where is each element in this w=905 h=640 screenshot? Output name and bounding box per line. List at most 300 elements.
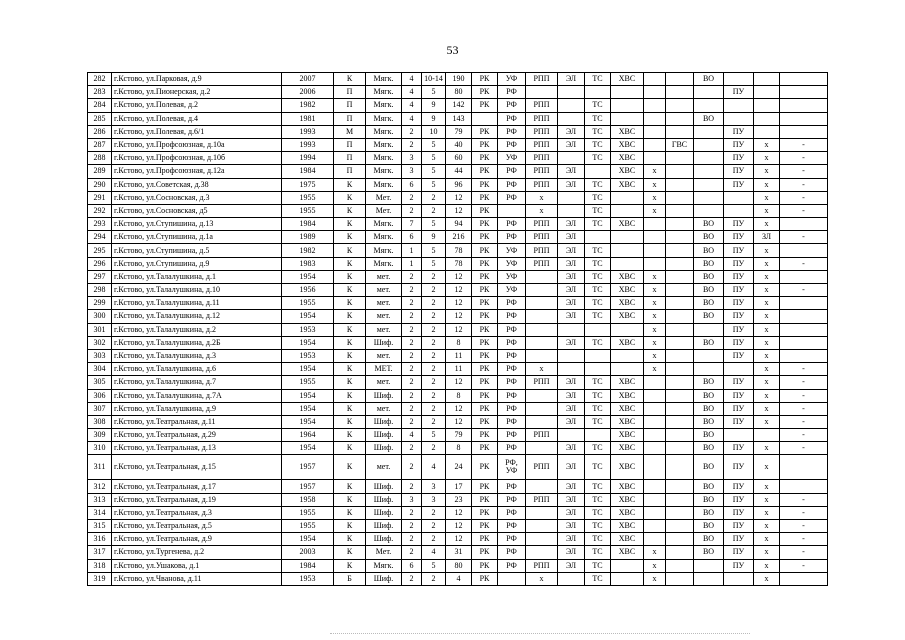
cell-f: 2 — [402, 520, 422, 533]
cell-x1: х — [644, 204, 666, 217]
cell-x2: х — [754, 270, 780, 283]
cell-num: 290 — [88, 178, 112, 191]
cell-address: г.Кстово, ул.Полевая, д.6/1 — [112, 125, 282, 138]
cell-f: 3 — [402, 493, 422, 506]
cell-d — [780, 99, 828, 112]
cell-roof: Мягк. — [366, 231, 402, 244]
table-row — [88, 99, 828, 112]
cell-hvs: ХВС — [611, 138, 644, 151]
cell-gvs — [666, 493, 694, 506]
cell-roof: Шиф. — [366, 506, 402, 519]
cell-roof: мет. — [366, 402, 402, 415]
table-row — [88, 336, 828, 349]
cell-pu — [724, 572, 754, 585]
cell-hvs: ХВС — [611, 270, 644, 283]
cell-pu: ПУ — [724, 244, 754, 257]
cell-k: К — [334, 284, 366, 297]
cell-gvs — [666, 178, 694, 191]
cell-gvs — [666, 204, 694, 217]
cell-k: К — [334, 520, 366, 533]
cell-heat: РФ — [498, 323, 526, 336]
cell-address: г.Кстово, ул.Ступишина, д.13 — [112, 218, 282, 231]
cell-f: 2 — [402, 480, 422, 493]
cell-f: 2 — [402, 297, 422, 310]
cell-x2: х — [754, 310, 780, 323]
cell-f: 2 — [402, 191, 422, 204]
cell-rk: РК — [472, 455, 498, 480]
cell-tc: ТС — [585, 125, 611, 138]
cell-f: 2 — [402, 336, 422, 349]
table-row — [88, 152, 828, 165]
table-row — [88, 191, 828, 204]
cell-num: 310 — [88, 442, 112, 455]
cell-f: 4 — [402, 112, 422, 125]
cell-x1 — [644, 506, 666, 519]
cell-year: 1956 — [282, 284, 334, 297]
cell-hvs — [611, 86, 644, 99]
cell-x2: х — [754, 204, 780, 217]
cell-d: - — [780, 520, 828, 533]
cell-s: 5 — [422, 559, 446, 572]
cell-hvs: ХВС — [611, 546, 644, 559]
cell-el: ЭЛ — [558, 336, 585, 349]
cell-x1: х — [644, 297, 666, 310]
cell-x2: х — [754, 376, 780, 389]
cell-year: 1982 — [282, 99, 334, 112]
cell-tc — [585, 86, 611, 99]
cell-f: 4 — [402, 99, 422, 112]
table-row — [88, 178, 828, 191]
cell-el: ЭЛ — [558, 218, 585, 231]
cell-s: 5 — [422, 178, 446, 191]
cell-s: 5 — [422, 165, 446, 178]
cell-x1 — [644, 244, 666, 257]
table-row — [88, 429, 828, 442]
cell-tc: ТС — [585, 506, 611, 519]
cell-s: 2 — [422, 191, 446, 204]
cell-area: 12 — [446, 284, 472, 297]
cell-s: 2 — [422, 204, 446, 217]
cell-area: 8 — [446, 442, 472, 455]
table-row — [88, 376, 828, 389]
cell-rk: РК — [472, 520, 498, 533]
cell-f: 2 — [402, 546, 422, 559]
cell-d: - — [780, 533, 828, 546]
cell-s: 5 — [422, 138, 446, 151]
cell-gas: РПП — [526, 178, 558, 191]
cell-k: П — [334, 165, 366, 178]
cell-num: 300 — [88, 310, 112, 323]
cell-f: 2 — [402, 506, 422, 519]
cell-address: г.Кстово, ул.Сосновская, д.3 — [112, 191, 282, 204]
cell-pu — [724, 191, 754, 204]
cell-x1 — [644, 415, 666, 428]
cell-d — [780, 480, 828, 493]
cell-area: 216 — [446, 231, 472, 244]
cell-vo: ВО — [694, 257, 724, 270]
cell-d — [780, 455, 828, 480]
cell-gas — [526, 402, 558, 415]
cell-num: 294 — [88, 231, 112, 244]
cell-year: 1984 — [282, 165, 334, 178]
cell-tc — [585, 165, 611, 178]
cell-rk: РК — [472, 165, 498, 178]
cell-vo: ВО — [694, 455, 724, 480]
cell-rk: РК — [472, 297, 498, 310]
cell-hvs: ХВС — [611, 442, 644, 455]
cell-el: ЭЛ — [558, 270, 585, 283]
table-row — [88, 284, 828, 297]
cell-hvs: ХВС — [611, 389, 644, 402]
cell-f: 2 — [402, 389, 422, 402]
cell-f: 2 — [402, 442, 422, 455]
cell-d — [780, 86, 828, 99]
cell-el: ЭЛ — [558, 546, 585, 559]
cell-rk: РК — [472, 310, 498, 323]
cell-f: 2 — [402, 270, 422, 283]
cell-num: 296 — [88, 257, 112, 270]
cell-num: 291 — [88, 191, 112, 204]
cell-f: 2 — [402, 455, 422, 480]
cell-roof: Мет. — [366, 546, 402, 559]
cell-area: 143 — [446, 112, 472, 125]
cell-gas: РПП — [526, 218, 558, 231]
cell-roof: Мягк. — [366, 559, 402, 572]
cell-rk: РК — [472, 152, 498, 165]
cell-heat: УФ — [498, 257, 526, 270]
cell-heat: РФ — [498, 336, 526, 349]
cell-s: 2 — [422, 389, 446, 402]
cell-tc: ТС — [585, 455, 611, 480]
cell-el — [558, 99, 585, 112]
cell-d — [780, 218, 828, 231]
cell-area: 11 — [446, 349, 472, 362]
cell-year: 1958 — [282, 493, 334, 506]
cell-pu — [724, 112, 754, 125]
cell-x1 — [644, 376, 666, 389]
cell-gvs — [666, 506, 694, 519]
cell-x1 — [644, 73, 666, 86]
cell-vo — [694, 138, 724, 151]
cell-x2: х — [754, 284, 780, 297]
cell-d: - — [780, 178, 828, 191]
cell-k: Б — [334, 572, 366, 585]
cell-area: 12 — [446, 270, 472, 283]
cell-vo: ВО — [694, 546, 724, 559]
cell-f: 3 — [402, 165, 422, 178]
cell-gvs — [666, 415, 694, 428]
cell-x2 — [754, 99, 780, 112]
cell-num: 306 — [88, 389, 112, 402]
cell-area: 60 — [446, 152, 472, 165]
cell-gvs — [666, 389, 694, 402]
cell-hvs — [611, 572, 644, 585]
cell-k: К — [334, 231, 366, 244]
cell-x2: х — [754, 152, 780, 165]
cell-x2: х — [754, 349, 780, 362]
cell-tc: ТС — [585, 389, 611, 402]
table-row — [88, 125, 828, 138]
cell-heat: УФ — [498, 284, 526, 297]
cell-gvs — [666, 257, 694, 270]
cell-area: 12 — [446, 323, 472, 336]
cell-d — [780, 310, 828, 323]
cell-roof: Шиф. — [366, 429, 402, 442]
cell-heat: РФ — [498, 138, 526, 151]
cell-heat: УФ — [498, 270, 526, 283]
cell-d: - — [780, 165, 828, 178]
cell-vo — [694, 363, 724, 376]
cell-hvs: ХВС — [611, 73, 644, 86]
cell-tc: ТС — [585, 284, 611, 297]
cell-k: К — [334, 244, 366, 257]
cell-gvs — [666, 191, 694, 204]
cell-f: 2 — [402, 572, 422, 585]
cell-d — [780, 125, 828, 138]
cell-heat: РФ — [498, 376, 526, 389]
cell-heat — [498, 572, 526, 585]
cell-year: 1954 — [282, 336, 334, 349]
cell-gas: РПП — [526, 112, 558, 125]
cell-heat: РФ — [498, 191, 526, 204]
cell-el — [558, 429, 585, 442]
table-row — [88, 218, 828, 231]
cell-roof: Мягк. — [366, 257, 402, 270]
cell-num: 314 — [88, 506, 112, 519]
cell-pu: ПУ — [724, 533, 754, 546]
cell-x2 — [754, 73, 780, 86]
cell-el: ЭЛ — [558, 310, 585, 323]
cell-vo — [694, 178, 724, 191]
cell-f: 2 — [402, 323, 422, 336]
table-row — [88, 442, 828, 455]
cell-roof: Мягк. — [366, 244, 402, 257]
cell-num: 303 — [88, 349, 112, 362]
cell-roof: Шиф. — [366, 520, 402, 533]
cell-rk: РК — [472, 402, 498, 415]
cell-el: ЭЛ — [558, 297, 585, 310]
cell-roof: Мягк. — [366, 218, 402, 231]
cell-vo: ВО — [694, 442, 724, 455]
cell-x2: х — [754, 323, 780, 336]
table-row — [88, 297, 828, 310]
cell-area: 12 — [446, 520, 472, 533]
cell-x2: х — [754, 546, 780, 559]
cell-gvs — [666, 429, 694, 442]
cell-heat: РФ — [498, 99, 526, 112]
cell-hvs — [611, 112, 644, 125]
cell-hvs — [611, 363, 644, 376]
cell-rk: РК — [472, 349, 498, 362]
cell-k: К — [334, 336, 366, 349]
cell-roof: Шиф. — [366, 572, 402, 585]
cell-tc: ТС — [585, 218, 611, 231]
cell-gas — [526, 323, 558, 336]
cell-tc — [585, 349, 611, 362]
cell-rk: РК — [472, 546, 498, 559]
cell-s: 3 — [422, 480, 446, 493]
cell-gas: РПП — [526, 429, 558, 442]
cell-tc: ТС — [585, 546, 611, 559]
cell-heat: РФ — [498, 389, 526, 402]
cell-x1 — [644, 455, 666, 480]
cell-address: г.Кстово, ул.Театральная, д.5 — [112, 520, 282, 533]
cell-roof: мет. — [366, 455, 402, 480]
cell-pu: ПУ — [724, 270, 754, 283]
cell-d: - — [780, 257, 828, 270]
cell-year: 1957 — [282, 480, 334, 493]
cell-address: г.Кстово, ул.Чванова, д.11 — [112, 572, 282, 585]
cell-vo: ВО — [694, 415, 724, 428]
cell-year: 1954 — [282, 442, 334, 455]
table-body — [88, 73, 828, 586]
cell-gvs — [666, 99, 694, 112]
cell-area: 79 — [446, 125, 472, 138]
cell-year: 1964 — [282, 429, 334, 442]
cell-address: г.Кстово, ул.Театральная, д.29 — [112, 429, 282, 442]
cell-rk: РК — [472, 442, 498, 455]
cell-pu: ПУ — [724, 297, 754, 310]
table-row — [88, 402, 828, 415]
cell-num: 298 — [88, 284, 112, 297]
table-row — [88, 546, 828, 559]
cell-vo: ВО — [694, 389, 724, 402]
cell-d: - — [780, 415, 828, 428]
cell-x2: х — [754, 506, 780, 519]
cell-roof: МЕТ. — [366, 363, 402, 376]
table-row — [88, 493, 828, 506]
cell-x1 — [644, 257, 666, 270]
cell-d: - — [780, 204, 828, 217]
cell-tc: ТС — [585, 310, 611, 323]
cell-roof: мет. — [366, 270, 402, 283]
page-edge-artifact — [330, 633, 750, 634]
table-row — [88, 323, 828, 336]
cell-k: К — [334, 257, 366, 270]
cell-k: К — [334, 204, 366, 217]
cell-f: 2 — [402, 310, 422, 323]
cell-heat: РФ — [498, 231, 526, 244]
cell-d: - — [780, 191, 828, 204]
cell-f: 4 — [402, 429, 422, 442]
cell-vo: ВО — [694, 493, 724, 506]
cell-k: К — [334, 546, 366, 559]
cell-f: 2 — [402, 125, 422, 138]
cell-k: К — [334, 480, 366, 493]
cell-area: 78 — [446, 244, 472, 257]
cell-gvs — [666, 480, 694, 493]
cell-gas — [526, 297, 558, 310]
cell-x2 — [754, 112, 780, 125]
cell-s: 2 — [422, 363, 446, 376]
cell-tc: ТС — [585, 336, 611, 349]
cell-x1 — [644, 86, 666, 99]
cell-address: г.Кстово, ул.Театральная, д.17 — [112, 480, 282, 493]
cell-hvs: ХВС — [611, 152, 644, 165]
cell-d: - — [780, 402, 828, 415]
cell-d: - — [780, 493, 828, 506]
cell-year: 2007 — [282, 73, 334, 86]
cell-tc: ТС — [585, 257, 611, 270]
cell-hvs: ХВС — [611, 178, 644, 191]
cell-k: К — [334, 559, 366, 572]
cell-year: 1954 — [282, 415, 334, 428]
cell-x2 — [754, 429, 780, 442]
cell-gvs — [666, 73, 694, 86]
cell-heat: РФ — [498, 297, 526, 310]
cell-year: 1953 — [282, 349, 334, 362]
cell-year: 1954 — [282, 270, 334, 283]
cell-address: г.Кстово, ул.Тургенева, д.2 — [112, 546, 282, 559]
cell-gvs — [666, 572, 694, 585]
cell-el: ЭЛ — [558, 520, 585, 533]
cell-roof: Мягк. — [366, 112, 402, 125]
cell-k: К — [334, 493, 366, 506]
cell-heat: РФ — [498, 112, 526, 125]
cell-hvs — [611, 559, 644, 572]
cell-hvs: ХВС — [611, 429, 644, 442]
cell-gvs — [666, 112, 694, 125]
table-row — [88, 415, 828, 428]
cell-address: г.Кстово, ул.Талалушкина, д.3 — [112, 349, 282, 362]
cell-el: ЭЛ — [558, 480, 585, 493]
cell-k: П — [334, 99, 366, 112]
cell-pu: ПУ — [724, 455, 754, 480]
cell-gas: РПП — [526, 73, 558, 86]
cell-x1: х — [644, 336, 666, 349]
cell-k: К — [334, 442, 366, 455]
cell-area: 24 — [446, 455, 472, 480]
cell-k: К — [334, 402, 366, 415]
cell-roof: Мягк. — [366, 73, 402, 86]
cell-heat: РФ — [498, 218, 526, 231]
cell-heat: РФ — [498, 533, 526, 546]
cell-address: г.Кстово, ул.Талалушкина, д.1 — [112, 270, 282, 283]
cell-gas: РПП — [526, 244, 558, 257]
cell-pu: ПУ — [724, 178, 754, 191]
cell-gvs — [666, 231, 694, 244]
cell-vo — [694, 559, 724, 572]
cell-s: 2 — [422, 533, 446, 546]
cell-pu: ПУ — [724, 442, 754, 455]
cell-roof: Мягк. — [366, 86, 402, 99]
cell-address: г.Кстово, ул.Ступишина, д.1а — [112, 231, 282, 244]
cell-gas: РПП — [526, 376, 558, 389]
cell-address: г.Кстово, ул.Талалушкина, д.7А — [112, 389, 282, 402]
cell-area: 80 — [446, 86, 472, 99]
cell-f: 4 — [402, 86, 422, 99]
cell-tc — [585, 429, 611, 442]
cell-k: К — [334, 310, 366, 323]
cell-rk: РК — [472, 323, 498, 336]
cell-k: П — [334, 112, 366, 125]
cell-s: 2 — [422, 323, 446, 336]
cell-num: 289 — [88, 165, 112, 178]
cell-d — [780, 323, 828, 336]
cell-tc: ТС — [585, 520, 611, 533]
cell-heat: РФ — [498, 363, 526, 376]
cell-gas — [526, 86, 558, 99]
cell-address: г.Кстово, ул.Театральная, д.15 — [112, 455, 282, 480]
cell-pu: ПУ — [724, 389, 754, 402]
cell-hvs: ХВС — [611, 376, 644, 389]
cell-x2: х — [754, 363, 780, 376]
cell-num: 301 — [88, 323, 112, 336]
cell-year: 1983 — [282, 257, 334, 270]
table-row — [88, 244, 828, 257]
cell-heat: РФ — [498, 178, 526, 191]
cell-year: 1989 — [282, 231, 334, 244]
